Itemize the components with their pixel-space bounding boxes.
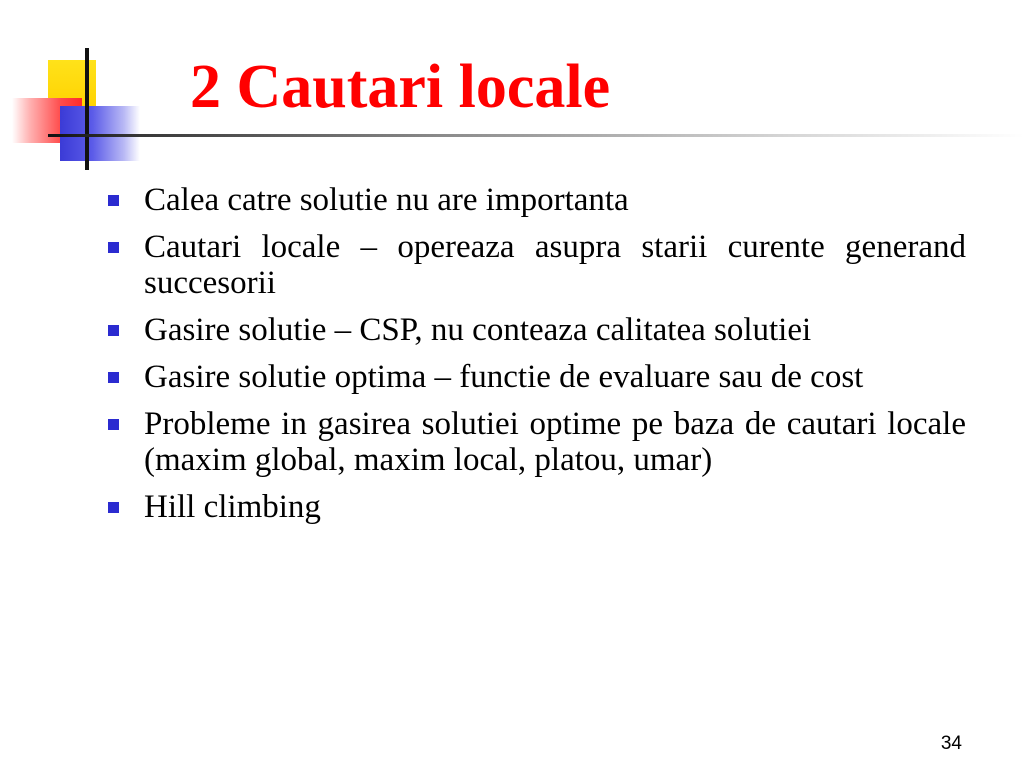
square-bullet-icon: [108, 502, 119, 513]
bullet-text: Calea catre solutie nu are importanta: [144, 182, 629, 218]
square-bullet-icon: [108, 195, 119, 206]
title-underline-rule: [48, 134, 1024, 137]
bullet-text: Probleme in gasirea solutiei optime pe baza de cautari locale (maxim global, maxim local, platou, umar): [144, 406, 966, 478]
page-number: 34: [940, 733, 962, 754]
square-bullet-icon: [108, 325, 119, 336]
bullet-item: [108, 406, 966, 478]
square-bullet-icon: [108, 372, 119, 383]
bullet-text: Gasire solutie optima – functie de evaluare sau de cost: [144, 359, 864, 395]
slide-title: 2 Cautari locale: [190, 53, 611, 121]
bullet-item: [108, 182, 966, 218]
square-bullet-icon: [108, 419, 119, 430]
bullet-item: [108, 229, 966, 301]
bullet-item: [108, 359, 966, 395]
square-bullet-icon: [108, 242, 119, 253]
bullet-text: Cautari locale – opereaza asupra starii curente generand succesorii: [144, 229, 966, 301]
bullet-item: [108, 489, 966, 525]
vertical-rule: [85, 48, 89, 170]
bullet-item: [108, 312, 966, 348]
bullet-text: Hill climbing: [144, 489, 321, 525]
bullet-text: Gasire solutie – CSP, nu conteaza calitatea solutiei: [144, 312, 812, 348]
bullet-list: [108, 182, 966, 536]
